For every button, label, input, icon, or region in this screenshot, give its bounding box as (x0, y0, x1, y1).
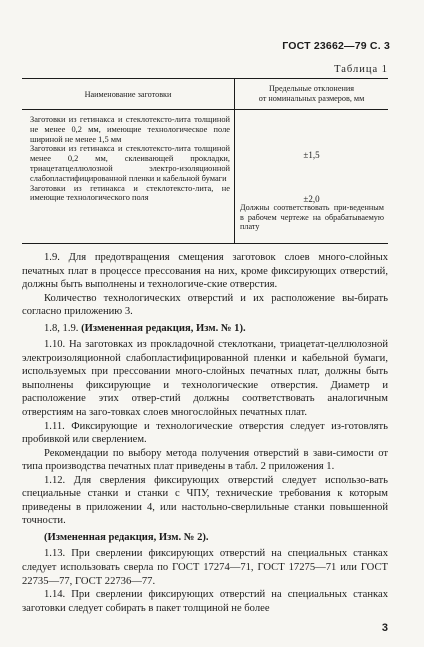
paragraph-1-14: 1.14. При сверлении фиксирующих отверстий на специальных станках заготовки следует собирать в пакет толщиной не более (22, 589, 388, 614)
paragraph-1-13: 1.13. При сверлении фиксирующих отверстий на специальных станках следует использовать сверла по ГОСТ 17274—71, ГОСТ 17275—71 или ГОСТ 22735—77, ГОСТ 22736—77. (22, 548, 388, 587)
tolerance-value-1: ±1,5 (303, 150, 320, 160)
table-row: Заготовки из гетинакса и стеклотексто-лита, не имеющие технологического поля (30, 183, 230, 203)
paragraph-amendment-1 (22, 322, 388, 336)
paragraph-1-12: 1.12. Для сверления фиксирующих отверстий следует использо-вать специальные станки и станки с ЧПУ, технические требования к которым приведены в приложении 4, или настольно-сверлильные станки повышенной точности. (22, 474, 388, 527)
amendment-note: (Измененная редакция, Изм. № 2). (44, 531, 209, 543)
paragraph-1-9: 1.9. Для предотвращения смещения заготовок слоев много-слойных печатных плат в процессе прессования на них, кроме фиксирующих отверстий, должны быть выполнены и технологиче-ские отверстия. (22, 252, 388, 291)
table-header-tolerance-line2: от номинальных размеров, мм (258, 93, 365, 103)
paragraph-holes-count: Количество технологических отверстий и их расположение вы-бирать согласно приложению 3. (22, 292, 388, 318)
document-body (22, 251, 388, 615)
table-title: Таблица 1 (334, 64, 388, 75)
table-row: Заготовки из гетинакса и стеклотексто-лита толщиной не менее 0,2 мм, имеющие технологическое поле шириной не менее 1,5 мм (30, 115, 230, 144)
amendment-note: (Измененная редакция, Изм. № 1). (81, 322, 246, 334)
tolerance-note: Должны соответствовать при-веденным в рабочем чертеже на обрабатываемую плату (240, 203, 384, 232)
table-rows (30, 115, 230, 203)
table-header-blank-name: Наименование заготовки (84, 90, 172, 99)
table-row: Заготовки из гетинакса и стеклотексто-лита толщиной менее 0,2 мм, склеивающей прокладки, триацетатцеллюлозной электро-изоляционной слабопластифицированной пленки и кабельной бумаги (30, 144, 230, 183)
tolerance-value-2: ±2,0 (303, 194, 320, 204)
paragraph-1-10: 1.10. На заготовках из прокладочной стеклоткани, триацетат-целлюлозной электроизоляционной слабопластифицированной пленки и кабельной бумаги, используемых при прессовании много-слойных печатных плат, должны быть выполнены фиксирующие и технологические отверстия. Диаметр и расположение этих отвер-стий должны соответствовать аналогичным отверстиям на заго-товках слоев многослойных печатных плат. (22, 339, 388, 419)
amendment-prefix: 1.8, 1.9. (44, 322, 79, 334)
page-header: ГОСТ 23662—79 С. 3 (282, 40, 390, 52)
table-header-divider (22, 109, 388, 110)
paragraph-amendment-2 (22, 531, 388, 545)
tolerance-table (22, 78, 388, 244)
paragraph-recommendations: Рекомендации по выбору метода получения отверстий в зави-симости от типа производства печатных плат приведены в табл. 2 приложения 1. (22, 447, 388, 473)
table-header-tolerance-line1: Предельные отклонения (269, 84, 354, 93)
page-number: 3 (381, 622, 388, 634)
table-header-tolerance (235, 84, 388, 103)
paragraph-1-11: 1.11. Фиксирующие и технологические отверстия следует из-готовлять пробивкой или сверлением. (22, 420, 388, 446)
table-column-divider (234, 79, 235, 243)
